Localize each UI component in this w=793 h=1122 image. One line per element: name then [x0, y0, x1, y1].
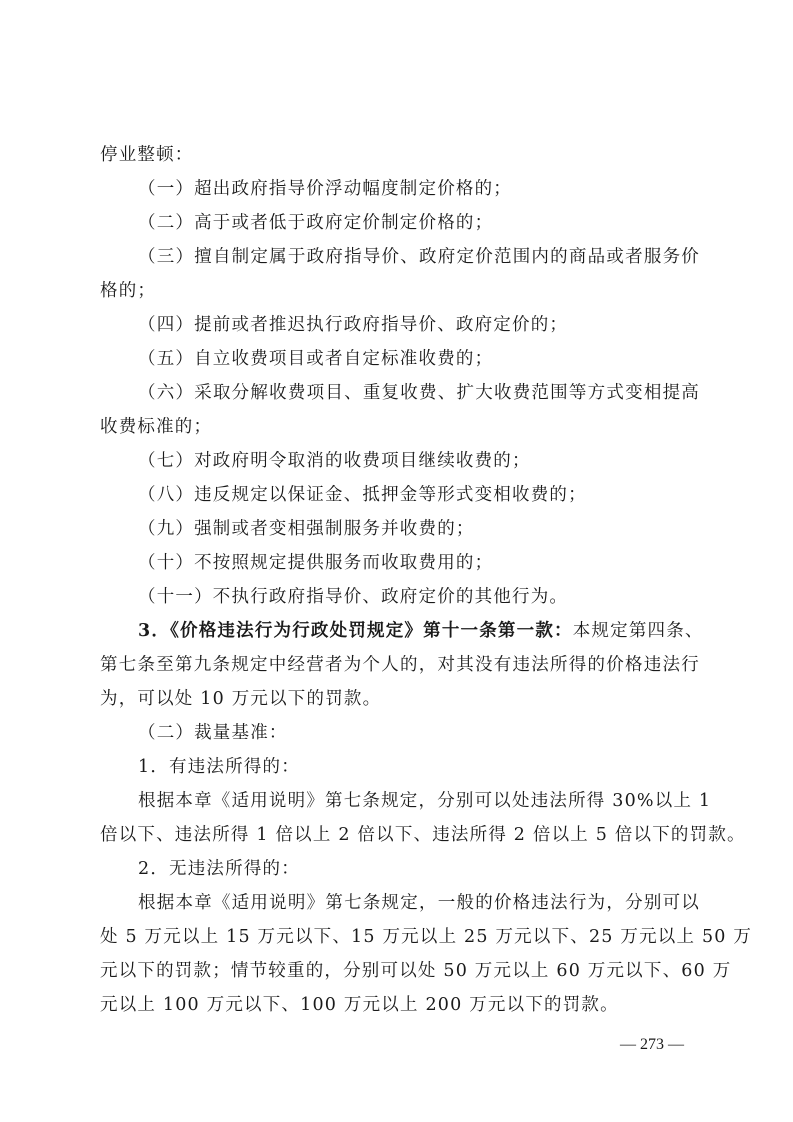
list-item: （八）违反规定以保证金、抵押金等形式变相收费的；	[138, 485, 587, 505]
list-item: （十）不按照规定提供服务而收取费用的；	[138, 553, 494, 573]
page-number: — 273 —	[620, 1036, 684, 1053]
list-item: （一）超出政府指导价浮动幅度制定价格的；	[138, 179, 512, 199]
text-line: 为，可以处 10 万元以下的罚款。	[100, 689, 382, 709]
list-item: （四）提前或者推迟执行政府指导价、政府定价的；	[138, 315, 569, 335]
list-item: （三）擅自制定属于政府指导价、政府定价范围内的商品或者服务价	[138, 247, 700, 267]
text-line: 处 5 万元以上 15 万元以下、15 万元以上 25 万元以下、25 万元以上 50 万	[100, 927, 753, 947]
text-line: 根据本章《适用说明》第七条规定，分别可以处违法所得 30%以上 1	[138, 791, 712, 811]
article-3-text: 本规定第四条、	[572, 621, 704, 641]
list-item: （九）强制或者变相强制服务并收费的；	[138, 519, 475, 539]
section-heading: （二）裁量基准：	[138, 723, 288, 743]
text-line: 第七条至第九条规定中经营者为个人的，对其没有违法所得的价格违法行	[100, 655, 700, 675]
text-line: 倍以下、违法所得 1 倍以上 2 倍以下、违法所得 2 倍以上 5 倍以下的罚款。	[100, 825, 746, 845]
text-line: 根据本章《适用说明》第七条规定，一般的价格违法行为，分别可以	[138, 893, 700, 913]
list-item: （十一）不执行政府指导价、政府定价的其他行为。	[138, 587, 569, 607]
subsection-heading: 1．有违法所得的：	[138, 757, 300, 777]
text-line: 元以下的罚款；情节较重的，分别可以处 50 万元以上 60 万元以下、60 万	[100, 961, 732, 981]
text-line: 格的；	[100, 281, 157, 301]
text-line: 停业整顿：	[100, 145, 194, 165]
text-line: 收费标准的；	[100, 417, 213, 437]
list-item: （七）对政府明令取消的收费项目继续收费的；	[138, 451, 531, 471]
list-item: （五）自立收费项目或者自定标准收费的；	[138, 349, 494, 369]
list-item: （二）高于或者低于政府定价制定价格的；	[138, 213, 494, 233]
list-item: （六）采取分解收费项目、重复收费、扩大收费范围等方式变相提高	[138, 383, 700, 403]
subsection-heading: 2．无违法所得的：	[138, 859, 300, 879]
article-3-line	[138, 619, 704, 643]
article-3-label: 3．《价格违法行为行政处罚规定》第十一条第一款：	[138, 621, 573, 641]
text-line: 元以上 100 万元以下、100 万元以上 200 万元以下的罚款。	[100, 995, 619, 1015]
